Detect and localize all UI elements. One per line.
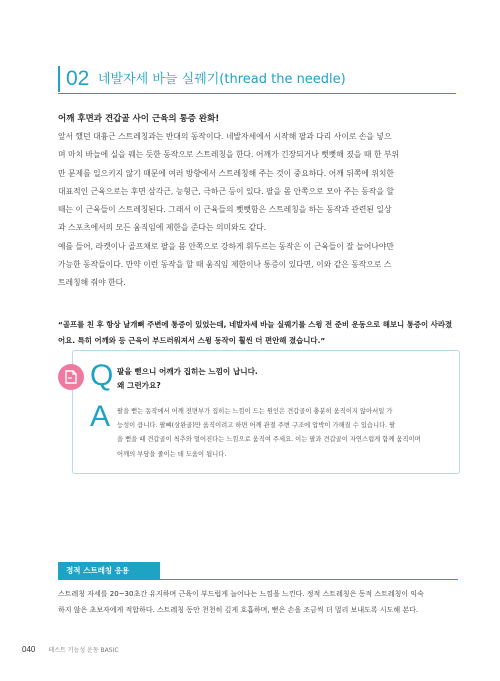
book-title: 테스트 기능성 운동 BASIC xyxy=(48,647,119,654)
body-line: 때는 이 근육들이 스트레칭된다. 그래서 이 근육들의 뻣뻣함은 스트레칭을 하는 동작과 관련된 일상 xyxy=(58,205,392,215)
box-text xyxy=(58,586,458,618)
body-line: 앞서 했던 대흉근 스트레칭과는 반대의 동작이다. 네발자세에서 시작해 팔과 다리 사이로 손을 넣으 xyxy=(58,132,392,141)
body-line: 만 문제를 일으키지 않기 때문에 여러 방향에서 스트레칭해 주는 것이 중요하다. 어깨 뒤쪽에 위치한 xyxy=(58,168,394,178)
section-header xyxy=(58,66,456,94)
quote-line: “골프를 친 후 항상 날개뼈 주변에 통증이 있었는데, 네발자세 바늘 실꿰기를 스윙 전 준비 운동으로 해보니 통증이 사라졌 xyxy=(58,320,453,329)
document-icon xyxy=(58,364,84,390)
answer-line: 어깨의 부담을 줄이는 데 도움이 됩니다. xyxy=(117,450,227,458)
body-paragraph xyxy=(58,128,458,293)
box-title-tab xyxy=(58,562,160,579)
answer-letter: A xyxy=(90,400,111,433)
section-accent-bar xyxy=(58,66,60,92)
question-letter: Q xyxy=(90,359,114,392)
body-line: 트레칭해 줘야 한다. xyxy=(58,278,126,288)
section-number: 02 xyxy=(66,67,90,90)
page-number: 040 xyxy=(22,645,36,654)
body-line: 가능한 동작들이다. 만약 이런 동작을 할 때 움직임 제한이나 통증이 있다면, 이와 같은 동작으로 스 xyxy=(58,260,392,270)
body-line: 과 스포츠에서의 모든 움직임에 제한을 준다는 의미와도 같다. xyxy=(58,223,267,233)
section-underline xyxy=(58,93,456,94)
question-text xyxy=(117,365,447,393)
testimonial-quote xyxy=(58,317,458,349)
body-line: 대표적인 근육으로는 후면 삼각근, 능형근, 극하근 등이 있다. 팔을 몸 안쪽으로 모아 주는 동작을 할 xyxy=(58,186,394,196)
body-line: 며 마치 바늘에 실을 꿰는 듯한 동작으로 스트레칭을 한다. 어깨가 긴장되거나 뻣뻣해 졌을 때 한 부위 xyxy=(58,150,399,160)
answer-line: 팔을 뻗는 동작에서 어깨 전면부가 집히는 느낌이 드는 원인은 견갑골이 충분히 움직이지 않아서일 가 xyxy=(117,408,393,415)
subheading: 어깨 후면과 견갑골 사이 근육의 통증 완화! xyxy=(58,114,220,124)
box-title: 정적 스트레칭 응용 xyxy=(66,566,130,575)
section-title: 네발자세 바늘 실꿰기(thread the needle) xyxy=(98,72,346,87)
answer-line: 을 뻗을 때 견갑골이 척추와 멀어진다는 느낌으로 움직여 주세요. 이는 팔과 견갑골이 자연스럽게 함께 움직이며 xyxy=(117,436,421,444)
box-title-rule xyxy=(58,579,458,580)
page-footer xyxy=(22,637,119,654)
box-line: 스트레칭 자세를 20~30초간 유지하며 근육이 부드럽게 늘어나는 느낌을 느낀다. 정적 스트레칭은 동적 스트레칭이 익숙 xyxy=(58,590,424,598)
body-line: 예를 들어, 라켓이나 골프채로 팔을 몸 안쪽으로 강하게 휘두르는 동작은 이 근육들이 잘 늘어나야만 xyxy=(58,241,394,251)
box-line: 하지 않은 초보자에게 적합하다. 스트레칭 동안 천천히 깊게 호흡하며, 뻗은 손을 조금씩 더 멀리 보내도록 시도해 본다. xyxy=(58,606,419,614)
quote-line: 어요. 특히 어깨와 등 근육이 부드러워져서 스윙 동작이 훨씬 더 편안해 졌습니다.” xyxy=(58,336,326,345)
question-line: 팔을 뻗으니 어깨가 집히는 느낌이 납니다. xyxy=(117,367,258,376)
answer-line: 능성이 큽니다. 팔뼈(상완골)만 움직이려고 하면 어깨 관절 주변 구조에 압박이 가해질 수 있습니다. 팔 xyxy=(117,422,396,430)
question-line: 왜 그런가요? xyxy=(117,381,161,390)
answer-text xyxy=(117,405,451,462)
